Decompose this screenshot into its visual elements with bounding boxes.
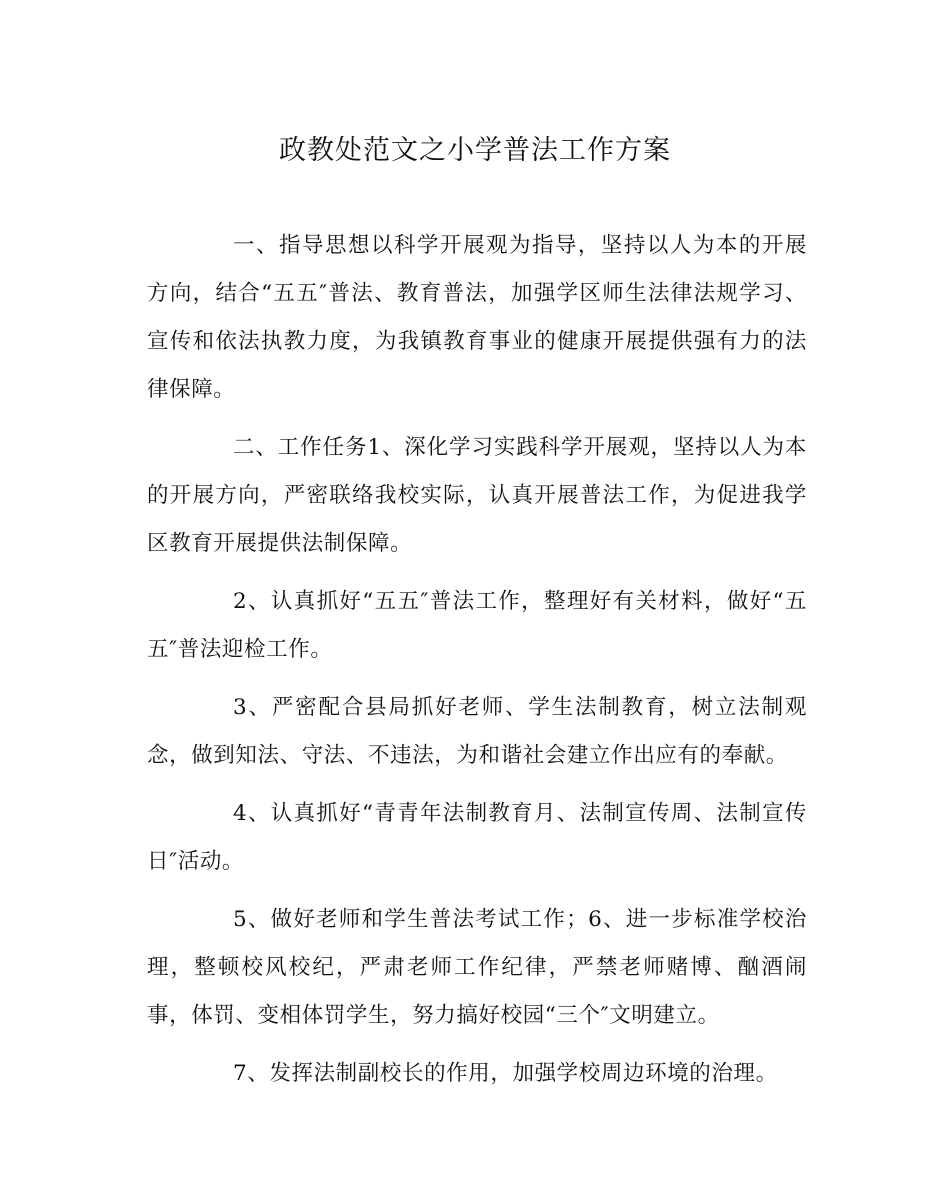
- paragraph-guiding-ideology: 一、指导思想以科学开展观为指导，坚持以人为本的开展方向，结合“五五″普法、教育普法，加强学区师生法律法规学习、宣传和依法执教力度，为我镇教育事业的健康开展提供强有力的法律保障。: [147, 233, 807, 402]
- paragraph-item-7: 7、发挥法制副校长的作用，加强学校周边环境的治理。: [233, 1061, 778, 1086]
- document-title: 政教处范文之小学普法工作方案: [279, 135, 671, 166]
- paragraph-item-5-6: 5、做好老师和学生普法考试工作；6、进一步标准学校治理，整顿校风校纪，严肃老师工作纪律，严禁老师赌博、酗酒闹事，体罚、变相体罚学生，努力搞好校园“三个″文明建立。: [147, 907, 807, 1028]
- paragraph-item-4: 4、认真抓好“青青年法制教育月、法制宣传周、法制宣传日″活动。: [147, 801, 807, 874]
- paragraph-item-2: 2、认真抓好“五五″普法工作，整理好有关材料，做好“五五″普法迎检工作。: [147, 589, 807, 662]
- document-body: [147, 222, 807, 1108]
- paragraph-work-tasks: 二、工作任务1、深化学习实践科学开展观，坚持以人为本的开展方向，严密联络我校实际，认真开展普法工作，为促进我学区教育开展提供法制保障。: [147, 435, 807, 556]
- paragraph-item-3: 3、严密配合县局抓好老师、学生法制教育，树立法制观念，做到知法、守法、不违法，为和谐社会建立作出应有的奉献。: [147, 695, 807, 768]
